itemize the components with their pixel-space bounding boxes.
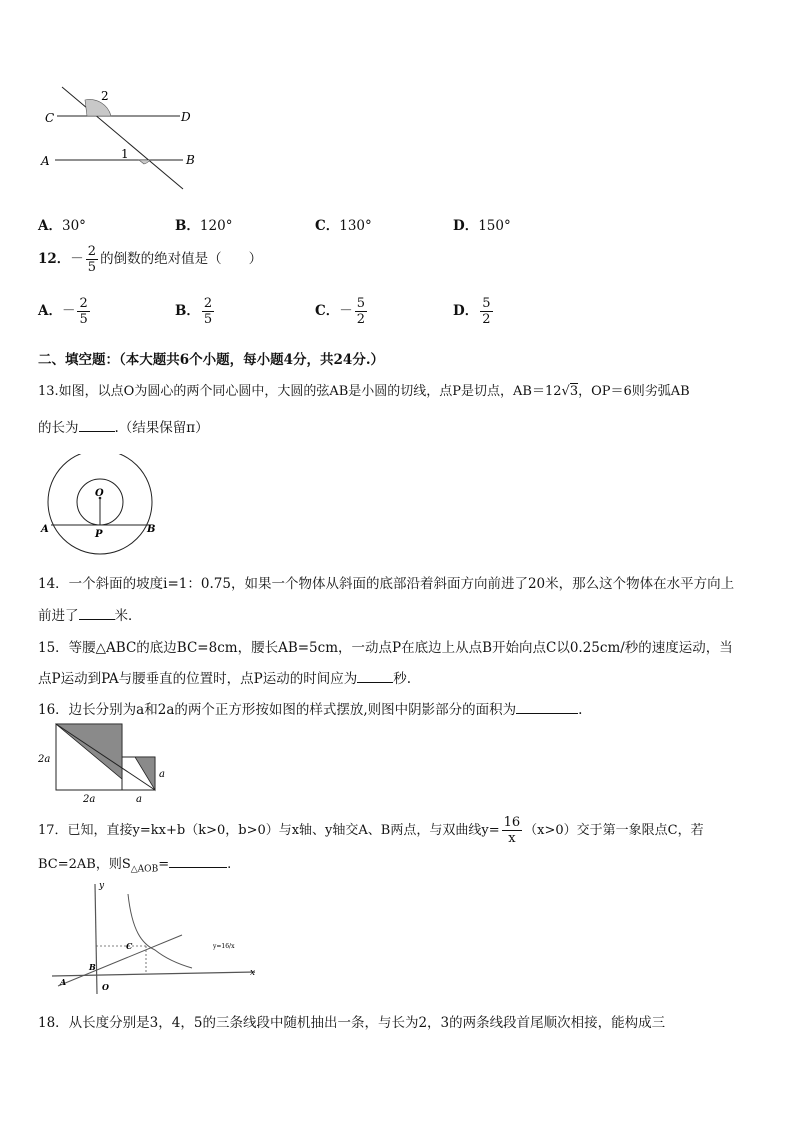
q16-line-1: 16．边长分别为a和2a的两个正方形按如图的样式摆放,则图中阴影部分的面积为 . <box>38 702 583 718</box>
x-axis <box>52 972 255 976</box>
q15-line-1: 15．等腰△ABC的底边BC=8cm，腰长AB=5cm，一动点P在底边上从点B开始向点C以0.25cm/秒的速度运动，当 <box>38 640 733 656</box>
label-b: B <box>186 153 195 167</box>
parallel-lines-figure <box>35 82 205 197</box>
angle-1-arc <box>139 160 150 164</box>
label-bottom-2a: 2a <box>83 794 96 805</box>
sqrt-symbol: √ <box>561 384 570 399</box>
q11-option-c[interactable]: C．130° <box>315 218 372 234</box>
q13-line-1: 13.如图，以点O为圆心的两个同心圆中，大圆的弦AB是小圆的切线，点P是切点，AB＝12√3，OP＝6则劣弧AB <box>38 384 690 399</box>
q18-line-1: 18．从长度分别是3，4，5的三条线段中随机抽出一条，与长为2，3的两条线段首尾顺次相接，能构成三 <box>38 1015 666 1031</box>
q12-fraction: $\frac{2}{5}$ <box>87 244 97 275</box>
q14-line-1: 14．一个斜面的坡度i=1：0.75，如果一个物体从斜面的底部沿着斜面方向前进了20米，那么这个物体在水平方向上 <box>38 576 735 592</box>
q15-line-2: 点P运动到PA与腰垂直的位置时，点P运动的时间应为 秒. <box>38 671 412 687</box>
q12-option-d[interactable]: D． $\frac{5}{2}$ <box>453 296 491 327</box>
label-right-a: a <box>159 769 165 780</box>
q14-line-2: 前进了 米． <box>38 608 142 624</box>
q16-answer-blank[interactable] <box>516 701 578 714</box>
q17-line-2: BC=2AB，则$S_{\triangle AOB}=$ . <box>38 857 232 875</box>
label-angle-2: 2 <box>101 89 109 103</box>
label-b: B <box>89 962 96 972</box>
label-o: O <box>102 982 109 992</box>
y-axis <box>95 884 97 994</box>
hyperbola-curve <box>128 894 192 968</box>
label-a: A <box>41 154 50 168</box>
label-d: D <box>181 110 191 124</box>
q17-fraction: $\frac{16}{x}$ <box>503 815 521 846</box>
q15-answer-blank[interactable] <box>357 670 393 683</box>
hyperbola-figure <box>50 876 270 998</box>
label-c: C <box>126 941 133 951</box>
q11-option-b[interactable]: B．120° <box>175 218 233 234</box>
q12-option-c[interactable]: C．－ $\frac{5}{2}$ <box>315 296 366 327</box>
q12-stem: 12．－ $\frac{2}{5}$ 的倒数的绝对值是（ ） <box>38 244 263 275</box>
label-c: C <box>45 111 55 125</box>
q13-line-2: 的长为 .（结果保留π） <box>38 420 209 436</box>
q12-option-a[interactable]: A．－ $\frac{2}{5}$ <box>38 296 88 327</box>
label-left-2a: 2a <box>38 754 51 765</box>
q17-answer-blank[interactable] <box>169 855 227 868</box>
two-squares-figure <box>36 722 176 806</box>
label-angle-1: 1 <box>121 147 129 161</box>
label-a: A <box>60 977 67 987</box>
q13-answer-blank[interactable] <box>79 419 115 432</box>
transversal <box>62 87 183 189</box>
label-y: y <box>99 881 105 891</box>
q14-answer-blank[interactable] <box>79 607 115 620</box>
label-o: O <box>95 488 104 499</box>
q12-option-b[interactable]: B． $\frac{2}{5}$ <box>175 296 213 327</box>
label-a: A <box>41 524 49 535</box>
curve-label: y=16/x <box>213 943 235 950</box>
q11-option-d[interactable]: D．150° <box>453 218 511 234</box>
section-title: 二、填空题：（本大题共6个小题，每小题4分，共24分.） <box>38 352 385 368</box>
label-x: x <box>250 968 256 978</box>
label-p: P <box>95 529 103 540</box>
label-bottom-a: a <box>136 794 142 805</box>
line-ab <box>58 935 182 986</box>
q11-option-a[interactable]: A．30° <box>38 218 86 234</box>
q17-line-1: 17．已知，直接y=kx+b（k>0，b>0）与x轴、y轴交A、B两点，与双曲线y= $\frac{16}{x}$ （x>0）交于第一象限点C，若 <box>38 815 704 846</box>
label-b: B <box>147 524 156 535</box>
concentric-circles-figure <box>38 454 163 558</box>
